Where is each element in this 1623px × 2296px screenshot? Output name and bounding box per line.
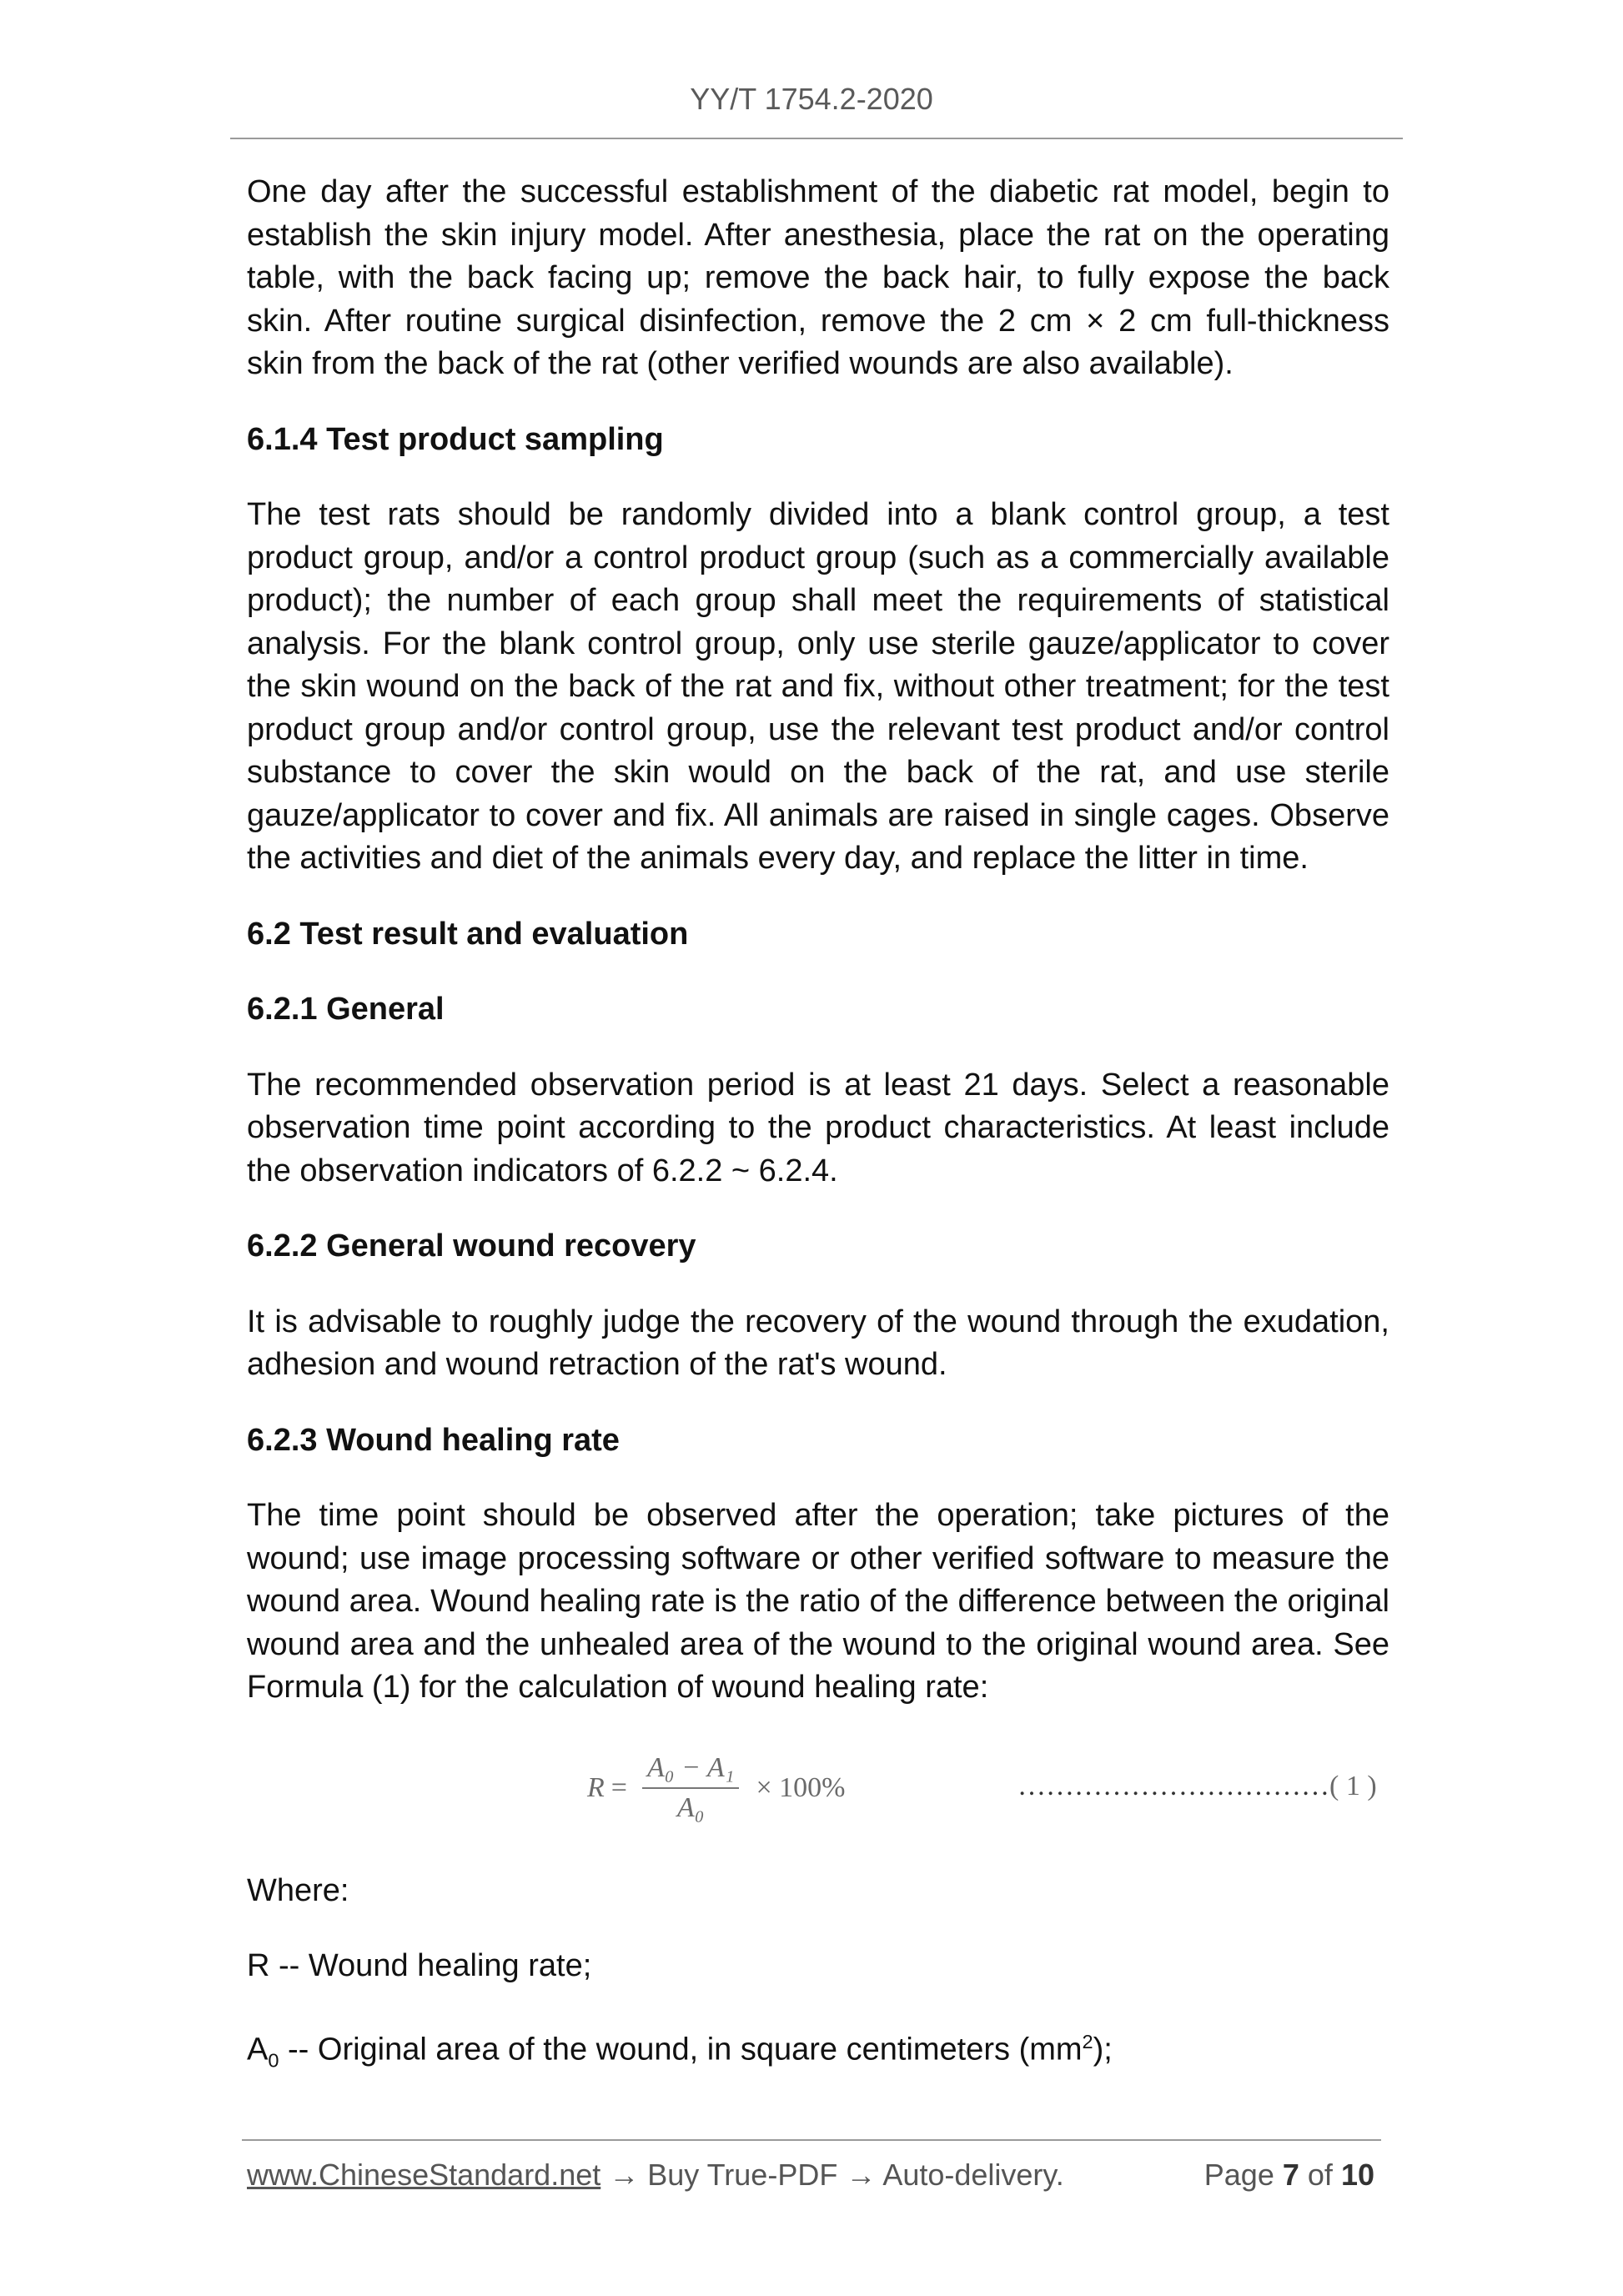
definition-a0 [247, 2021, 1389, 2082]
paragraph-6-2-3: The time point should be observed after the operation; take pictures of the wound; use image processing software or other verified software to measure the wound area. Wound healing rate is the ratio of the difference between the original wound area and the unhealed area of the wound to the original wound area. See Formula (1) for the calculation of wound healing rate: [247, 1498, 1389, 1705]
page-of: of [1307, 2158, 1333, 2192]
header-divider [230, 138, 1403, 139]
footer-divider [242, 2139, 1381, 2141]
heading-6-1-4: 6.1.4 Test product sampling [247, 421, 664, 457]
page-current: 7 [1282, 2158, 1299, 2192]
formula-lhs: R [587, 1771, 605, 1803]
definition-a0-text: -- Original area of the wound, in square centimeters (mm [279, 2032, 1083, 2067]
heading-6-2-3: 6.2.3 Wound healing rate [247, 1422, 620, 1458]
heading-6-2: 6.2 Test result and evaluation [247, 916, 689, 952]
definition-r: R -- Wound healing rate; [247, 1948, 592, 1983]
page-number [1204, 2158, 1374, 2193]
paragraph-6-2-2: It is advisable to roughly judge the recovery of the wound through the exudation, adhesion and wound retraction of the rat's wound. [247, 1304, 1389, 1382]
where-label: Where: [247, 1872, 349, 1908]
paragraph-6-2-1: The recommended observation period is at least 21 days. Select a reasonable observation time point according to the product characteristics. At least include the observation indicators of 6.2.2 ~ 6.2.4. [247, 1067, 1389, 1188]
formula-number-line [1018, 1771, 1377, 1802]
page-total: 10 [1340, 2158, 1374, 2192]
formula-multiplier: × 100% [756, 1771, 846, 1803]
heading-6-2-2: 6.2.2 General wound recovery [247, 1228, 696, 1264]
page-label: Page [1203, 2158, 1274, 2192]
formula-numerator: A₀ − A₁ [642, 1752, 740, 1789]
page-header-title: YY/T 1754.2-2020 [690, 82, 933, 116]
page-content [247, 171, 1389, 2114]
paragraph-6-1-4: The test rats should be randomly divided into a blank control group, a test product group, and/or a control product group (such as a commercially available product); the number of each group shall meet the requirements of statistical analysis. For the blank control group, only use sterile gauze/applicator to cover the skin wound on the back of the rat and fix, without other treatment; for the test product group and/or control group, use the relevant test product and/or control substance to cover the skin would on the back of the rat, and use sterile gauze/applicator to cover and fix. All animals are raised in single cages. Observe the activities and diet of the animals every day, and replace the litter in time. [247, 497, 1389, 876]
paragraph-intro: One day after the successful establishment of the diabetic rat model, begin to establish the skin injury model. After anesthesia, place the rat on the operating table, with the back facing up; remove the back hair, to fully expose the back skin. After routine surgical disinfection, remove the 2 cm × 2 cm full-thickness skin from the back of the rat (other verified wounds are also available). [247, 174, 1389, 381]
formula-equals: = [611, 1771, 627, 1803]
formula-fraction [642, 1752, 740, 1824]
footer-text: → Buy True-PDF → Auto-delivery. [600, 2158, 1064, 2192]
definition-a0-subscript: 0 [268, 2048, 279, 2071]
footer-link[interactable]: www.ChineseStandard.net [247, 2158, 601, 2192]
definition-a0-end: ); [1093, 2032, 1113, 2067]
formula-expression [587, 1742, 845, 1834]
footer-left [247, 2158, 1064, 2192]
formula-1 [247, 1742, 1389, 1842]
definition-a0-symbol: A [247, 2032, 269, 2067]
definition-a0-superscript: 2 [1082, 2030, 1093, 2052]
heading-6-2-1: 6.2.1 General [247, 992, 445, 1027]
formula-number: ( 1 ) [1329, 1770, 1377, 1801]
formula-denominator: A₀ [676, 1791, 705, 1823]
formula-leader-dots: …………………………… [1018, 1770, 1329, 1801]
page-footer [247, 2158, 1389, 2193]
